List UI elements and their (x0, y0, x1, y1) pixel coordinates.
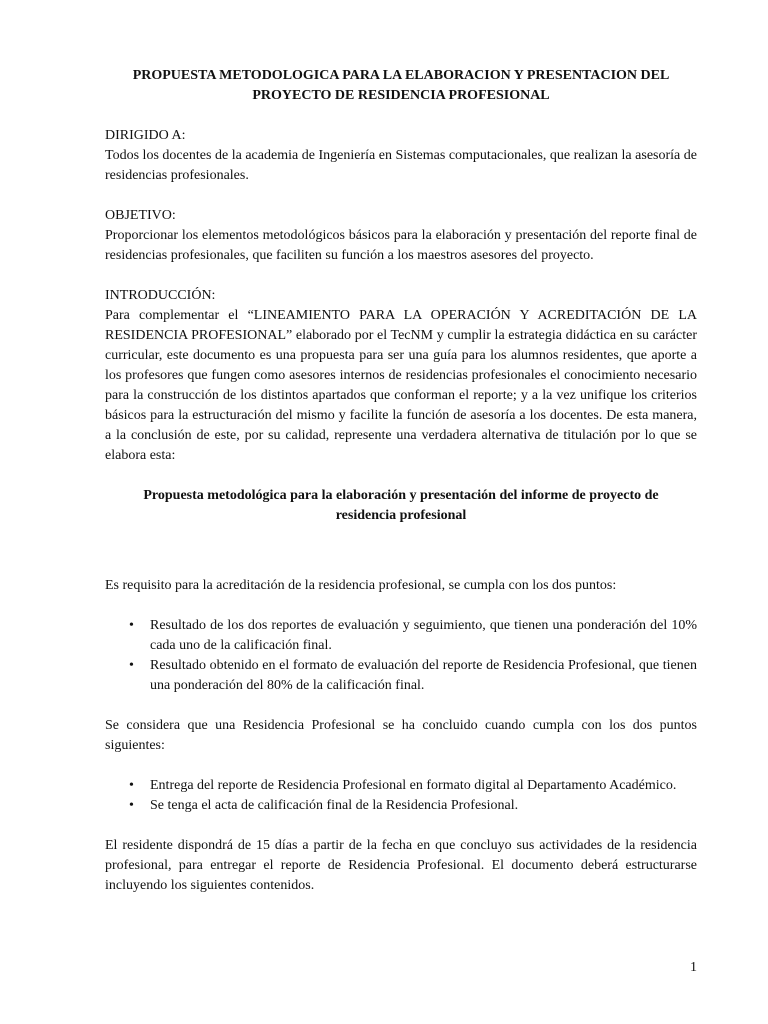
introduccion-heading: INTRODUCCIÓN: (105, 288, 216, 303)
list-item-text: Resultado de los dos reportes de evaluación y seguimiento, que tienen una ponderación del 10% cada uno de la calificación final. (150, 618, 697, 653)
bullet-icon: • (129, 778, 134, 793)
dirigido-section (105, 126, 697, 186)
final-paragraph: El residente dispondrá de 15 días a partir de la fecha en que concluyo sus actividades de la residencia profesional, para entregar el reporte de Residencia Profesional. El documento deberá estructurarse incluyendo los siguientes contenidos. (105, 838, 697, 893)
list-item (105, 796, 697, 816)
objetivo-heading: OBJETIVO: (105, 208, 176, 223)
document-title-line-1: PROPUESTA METODOLOGICA PARA LA ELABORACION Y PRESENTACION DEL (132, 68, 670, 83)
proposal-subtitle (105, 486, 697, 526)
objetivo-section (105, 206, 697, 266)
dirigido-heading: DIRIGIDO A: (105, 128, 186, 143)
introduccion-paragraph: Para complementar el “LINEAMIENTO PARA LA OPERACIÓN Y ACREDITACIÓN DE LA RESIDENCIA PROFESIONAL” elaborado por el TecNM y cumplir la estrategia didáctica en su carácter curricular, este documento es una propuesta para ser una guía para los alumnos residentes, que aporte a los profesores que fungen como asesores internos de residencias profesionales el conocimiento necesario para la construcción de los distintos apartados que conforman el reporte; y a la vez unifique los criterios básicos para la estructuración del mismo y facilite la función de asesoría a los docentes. De esta manera, a la conclusión de este, por su calidad, represente una verdadera alternativa de titulación por lo que se elabora esta: (105, 308, 697, 463)
page-number: 1 (690, 960, 697, 975)
bullet-icon: • (129, 798, 134, 813)
bullet-icon: • (129, 618, 134, 633)
dirigido-paragraph: Todos los docentes de la academia de Ingeniería en Sistemas computacionales, que realizan la asesoría de residencias profesionales. (105, 148, 697, 183)
proposal-subtitle-line-1: Propuesta metodológica para la elaboración y presentación del informe de proyecto de (143, 488, 659, 503)
list-item-text: Entrega del reporte de Residencia Profesional en formato digital al Departamento Académico. (150, 778, 677, 793)
concluido-paragraph: Se considera que una Residencia Profesional se ha concluido cuando cumpla con los dos puntos siguientes: (105, 718, 697, 753)
list-item-text: Se tenga el acta de calificación final de la Residencia Profesional. (150, 798, 519, 813)
document-title (99, 66, 703, 106)
introduccion-section (105, 286, 697, 466)
requisito-list (105, 616, 697, 696)
objetivo-paragraph: Proporcionar los elementos metodológicos básicos para la elaboración y presentación del reporte final de residencias profesionales, que faciliten su función a los maestros asesores del proyecto. (105, 228, 697, 263)
list-item (105, 776, 697, 796)
bullet-icon: • (129, 658, 134, 673)
concluido-list (105, 776, 697, 816)
list-item (105, 616, 697, 656)
list-item-text: Resultado obtenido en el formato de evaluación del reporte de Residencia Profesional, que tienen una ponderación del 80% de la calificación final. (150, 658, 697, 693)
proposal-subtitle-line-2: residencia profesional (335, 508, 467, 523)
document-title-line-2: PROYECTO DE RESIDENCIA PROFESIONAL (252, 88, 550, 103)
list-item (105, 656, 697, 696)
requisito-paragraph: Es requisito para la acreditación de la residencia profesional, se cumpla con los dos puntos: (105, 578, 617, 593)
